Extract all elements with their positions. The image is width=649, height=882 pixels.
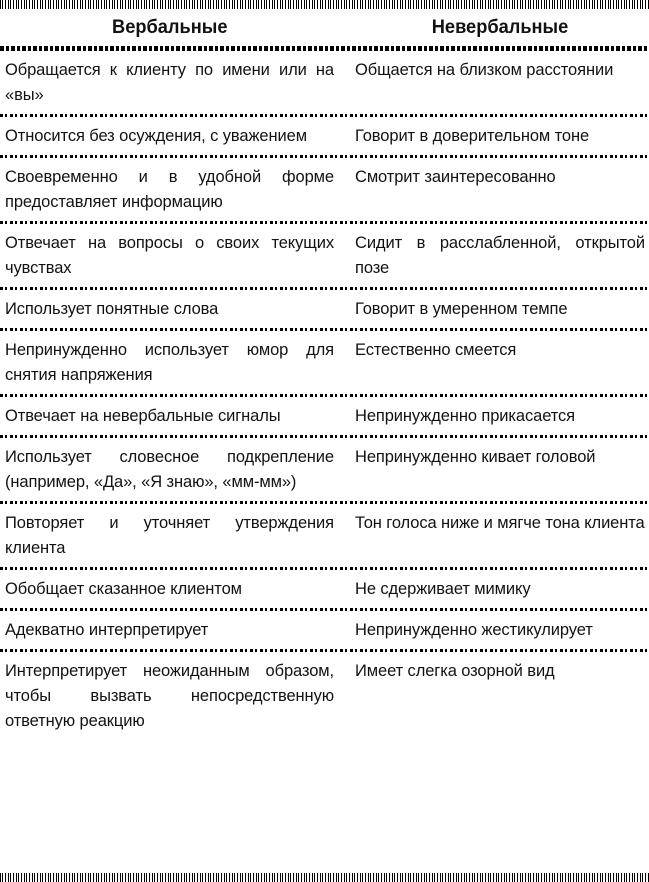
column-header-nonverbal: Невербальные xyxy=(431,17,569,38)
table-row xyxy=(0,332,649,393)
cell-nonverbal: Непринужденно прикасается xyxy=(355,407,575,425)
cell-verbal: Отвечает на вопросы о своих текущих чувствах xyxy=(5,234,334,277)
header-separator xyxy=(0,45,649,52)
cell-verbal: Интерпретирует неожиданным образом, чтобы вызвать непосредственную ответную реакцию xyxy=(5,662,334,730)
cell-nonverbal: Непринужденно жестикулирует xyxy=(355,621,593,639)
table-row xyxy=(0,505,649,566)
table-row xyxy=(0,571,649,607)
column-header-verbal: Вербальные xyxy=(112,17,228,38)
cell-nonverbal: Имеет слегка озорной вид xyxy=(355,662,555,680)
table-bottom-border xyxy=(0,873,649,882)
cell-nonverbal: Смотрит заинтересованно xyxy=(355,168,556,186)
cell-nonverbal: Тон голоса ниже и мягче тона клиента xyxy=(355,514,645,532)
cell-verbal: Непринужденно использует юмор для снятия напряжения xyxy=(5,341,334,384)
cell-verbal: Обобщает сказанное клиентом xyxy=(5,580,242,598)
cell-nonverbal: Естественно смеется xyxy=(355,341,517,359)
cell-verbal: Своевременно и в удобной форме предоставляет информацию xyxy=(5,168,334,211)
table-top-border xyxy=(0,0,649,9)
cell-nonverbal: Непринужденно кивает головой xyxy=(355,448,596,466)
table-row xyxy=(0,118,649,154)
comparison-table xyxy=(0,9,649,739)
table-row xyxy=(0,439,649,500)
cell-verbal: Адекватно интерпретирует xyxy=(5,621,209,639)
table-header-row xyxy=(0,9,649,45)
cell-nonverbal: Говорит в умеренном темпе xyxy=(355,300,568,318)
cell-verbal: Использует словесное подкрепление (например, «Да», «Я знаю», «мм-мм») xyxy=(5,448,334,491)
table-row xyxy=(0,398,649,434)
table-row xyxy=(0,291,649,327)
table-row xyxy=(0,52,649,113)
table-row xyxy=(0,653,649,739)
cell-verbal: Использует понятные слова xyxy=(5,300,219,318)
table-rows xyxy=(0,52,649,739)
cell-verbal: Повторяет и уточняет утверждения клиента xyxy=(5,514,334,557)
cell-nonverbal: Сидит в расслабленной, открытой позе xyxy=(355,234,645,277)
cell-verbal: Относится без осуждения, с уважением xyxy=(5,127,307,145)
table-row xyxy=(0,225,649,286)
cell-verbal: Отвечает на невербальные сигналы xyxy=(5,407,281,425)
cell-nonverbal: Говорит в доверительном тоне xyxy=(355,127,590,145)
table-row xyxy=(0,612,649,648)
cell-nonverbal: Общается на близком расстоянии xyxy=(355,61,614,79)
cell-verbal: Обращается к клиенту по имени или на «вы» xyxy=(5,61,334,104)
table-row xyxy=(0,159,649,220)
cell-nonverbal: Не сдерживает мимику xyxy=(355,580,531,598)
